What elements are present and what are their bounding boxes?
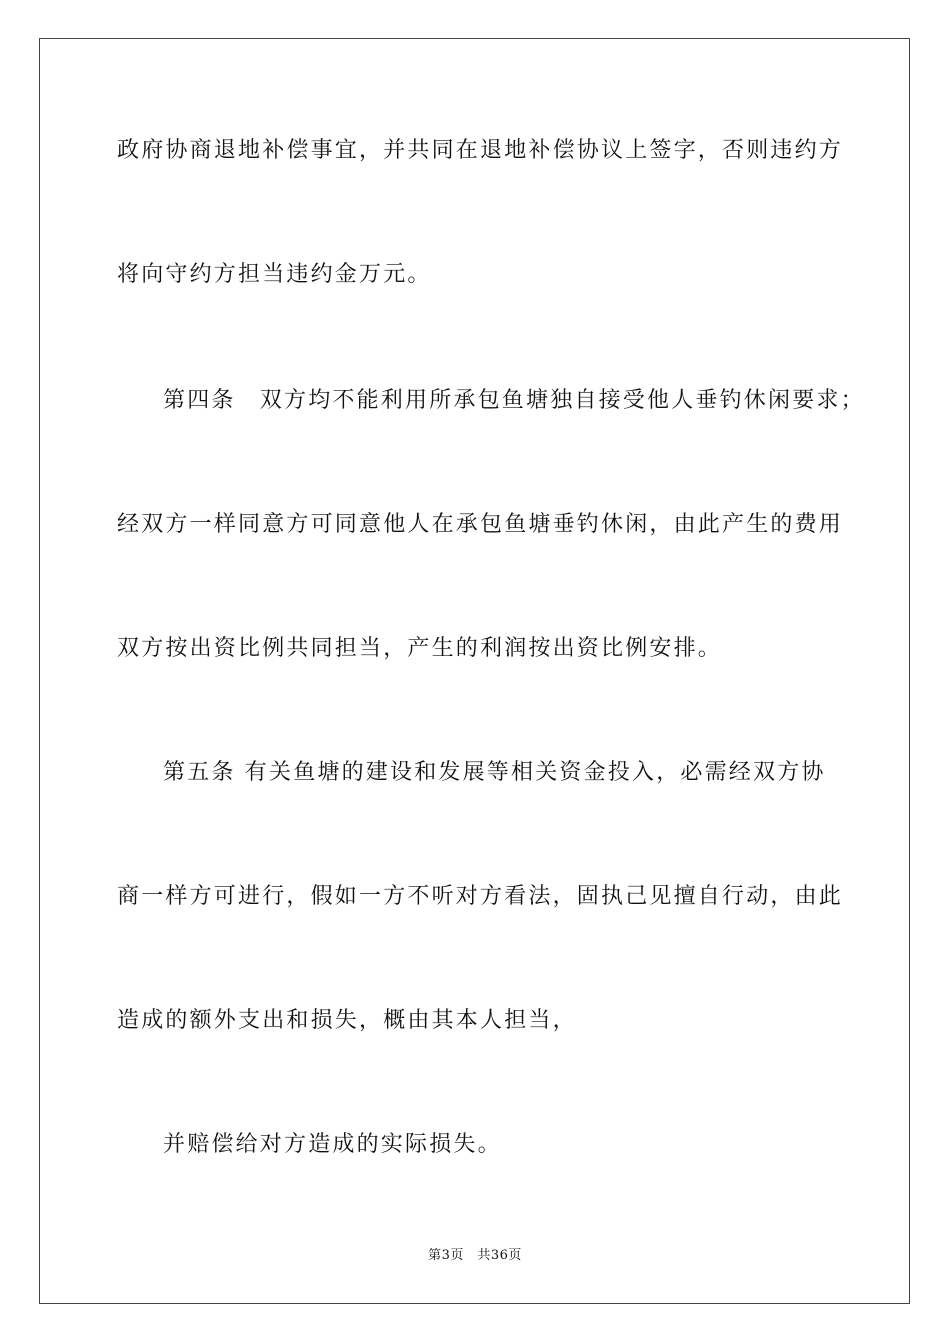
text-line-2: 将向守约方担当违约金万元。 xyxy=(117,262,432,287)
page-frame xyxy=(39,38,910,1304)
text-line-6: 第五条 有关鱼塘的建设和发展等相关资金投入，必需经双方协 xyxy=(163,760,826,785)
text-line-3: 第四条 双方均不能利用所承包鱼塘独自接受他人垂钓休闲要求； xyxy=(163,388,865,413)
text-line-4: 经双方一样同意方可同意他人在承包鱼塘垂钓休闲，由此产生的费用 xyxy=(117,512,844,537)
page-number-footer: 第3页 共36页 xyxy=(428,1248,522,1263)
text-line-7: 商一样方可进行，假如一方不听对方看法，固执己见擅自行动，由此 xyxy=(117,884,844,909)
text-line-1: 政府协商退地补偿事宜，并共同在退地补偿协议上签字，否则违约方 xyxy=(117,138,844,163)
text-line-9: 并赔偿给对方造成的实际损失。 xyxy=(163,1132,502,1157)
text-line-5: 双方按出资比例共同担当，产生的利润按出资比例安排。 xyxy=(117,636,723,661)
text-line-8: 造成的额外支出和损失，概由其本人担当， xyxy=(117,1008,577,1033)
